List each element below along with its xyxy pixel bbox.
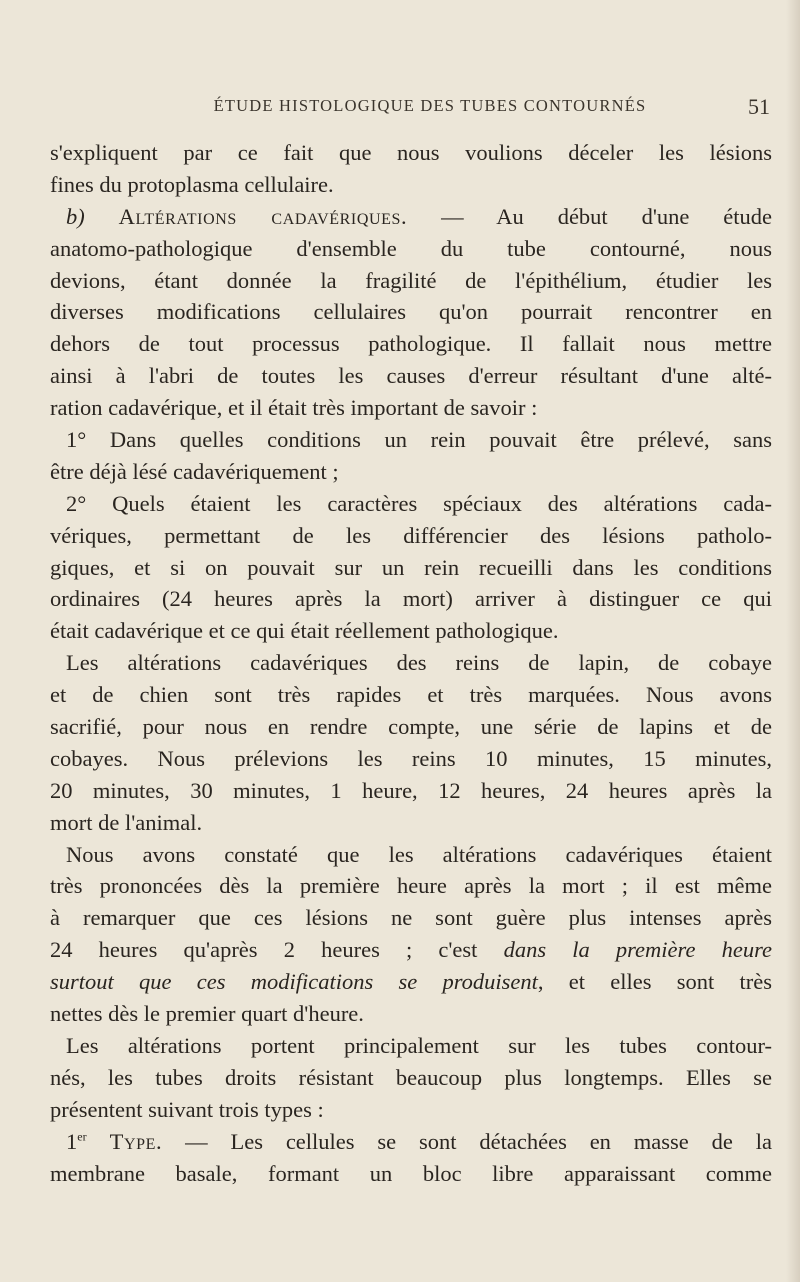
text-run: 24 heures qu'après 2 heures ; c'est	[50, 937, 504, 963]
text-line	[50, 807, 772, 839]
text-line	[50, 392, 772, 424]
type-number: 1	[66, 1128, 78, 1154]
text-line	[50, 998, 772, 1030]
text-run: s'expliquent par ce fait que nous voulions déceler les lésions	[50, 140, 772, 165]
text-line	[50, 1030, 772, 1062]
text-run: dehors de tout processus pathologique. Il fallait nous mettre	[50, 331, 772, 357]
type-heading-line	[50, 1126, 772, 1158]
text-line	[50, 647, 772, 679]
text-line	[50, 902, 772, 934]
section-letter: b)	[66, 203, 119, 229]
text-run: Les altérations portent principalement sur les tubes contour-	[66, 1032, 772, 1058]
text-line	[50, 424, 772, 456]
text-line	[50, 966, 772, 998]
text-line	[50, 583, 772, 615]
text-line	[50, 711, 772, 743]
text-run: devions, étant donnée la fragilité de l'épithélium, étudier les	[50, 267, 772, 293]
text-line	[50, 1094, 772, 1126]
text-run: Les altérations cadavériques des reins de lapin, de cobaye	[66, 650, 772, 676]
text-run: ration cadavérique, et il était très important de savoir :	[50, 395, 538, 421]
text-run: nettes dès le premier quart d'heure.	[50, 1001, 364, 1027]
section-heading: Altérations cadavériques.	[118, 203, 408, 229]
text-run: et de chien sont très rapides et très marquées. Nous avons	[50, 682, 772, 708]
text-run: — Au début d'une étude	[407, 203, 772, 229]
running-title: ÉTUDE HISTOLOGIQUE DES TUBES CONTOURNÉS	[213, 96, 647, 115]
text-line	[50, 137, 772, 169]
text-run: — Les cellules se sont détachées en masse de la	[162, 1128, 772, 1154]
text-run: 20 minutes, 30 minutes, 1 heure, 12 heures, 24 heures après la	[50, 777, 772, 803]
text-line	[50, 233, 772, 265]
italic-run: surtout que ces modifications se produisent	[50, 969, 538, 995]
text-run: diverses modifications cellulaires qu'on pourrait rencontrer en	[50, 299, 772, 325]
type-heading: Type.	[86, 1128, 163, 1154]
text-line	[50, 488, 772, 520]
text-line	[50, 839, 772, 871]
text-line	[50, 1062, 772, 1094]
body-text	[50, 137, 772, 1189]
text-line	[50, 775, 772, 807]
section-heading-line	[50, 201, 772, 233]
text-line	[50, 360, 772, 392]
text-line	[50, 169, 772, 201]
text-line	[50, 934, 772, 966]
text-line	[50, 1158, 772, 1190]
text-run: membrane basale, formant un bloc libre apparaissant comme	[50, 1160, 772, 1186]
ordinal-suffix: er	[77, 1129, 87, 1144]
text-line	[50, 520, 772, 552]
text-run: à remarquer que ces lésions ne sont guère plus intenses après	[50, 905, 772, 931]
text-run: 2° Quels étaient les caractères spéciaux des altérations cada-	[66, 490, 772, 516]
text-line	[50, 296, 772, 328]
text-run: Nous avons constaté que les altérations cadavériques étaient	[66, 841, 772, 867]
text-line	[50, 615, 772, 647]
text-line	[50, 679, 772, 711]
text-run: anatomo-pathologique d'ensemble du tube contourné, nous	[50, 235, 772, 261]
text-run: 1° Dans quelles conditions un rein pouvait être prélevé, sans	[66, 427, 772, 453]
text-line	[50, 552, 772, 584]
text-run: était cadavérique et ce qui était réellement pathologique.	[50, 618, 559, 644]
text-run: très prononcées dès la première heure après la mort ; il est même	[50, 873, 772, 899]
text-run: , et elles sont très	[537, 969, 772, 995]
text-run: giques, et si on pouvait sur un rein recueilli dans les conditions	[50, 554, 772, 580]
text-line	[50, 328, 772, 360]
page-number: 51	[748, 94, 770, 119]
text-run: mort de l'animal.	[50, 809, 203, 835]
text-run: vériques, permettant de les différencier des lésions patholo-	[50, 522, 772, 548]
text-run: ordinaires (24 heures après la mort) arriver à distinguer ce qui	[50, 586, 772, 612]
text-run: être déjà lésé cadavériquement ;	[50, 458, 339, 484]
text-run: présentent suivant trois types :	[50, 1096, 324, 1122]
text-line	[50, 456, 772, 488]
text-run: nés, les tubes droits résistant beaucoup plus longtemps. Elles se	[50, 1064, 772, 1090]
text-line	[50, 870, 772, 902]
italic-run: dans la première heure	[503, 937, 772, 963]
text-run: sacrifié, pour nous en rendre compte, une série de lapins et de	[50, 714, 772, 740]
text-run: cobayes. Nous prélevions les reins 10 minutes, 15 minutes,	[50, 745, 772, 771]
text-run: ainsi à l'abri de toutes les causes d'erreur résultant d'une alté-	[50, 363, 772, 389]
text-run: fines du protoplasma cellulaire.	[50, 171, 334, 197]
text-line	[50, 265, 772, 297]
text-line	[50, 743, 772, 775]
running-head	[50, 94, 770, 130]
